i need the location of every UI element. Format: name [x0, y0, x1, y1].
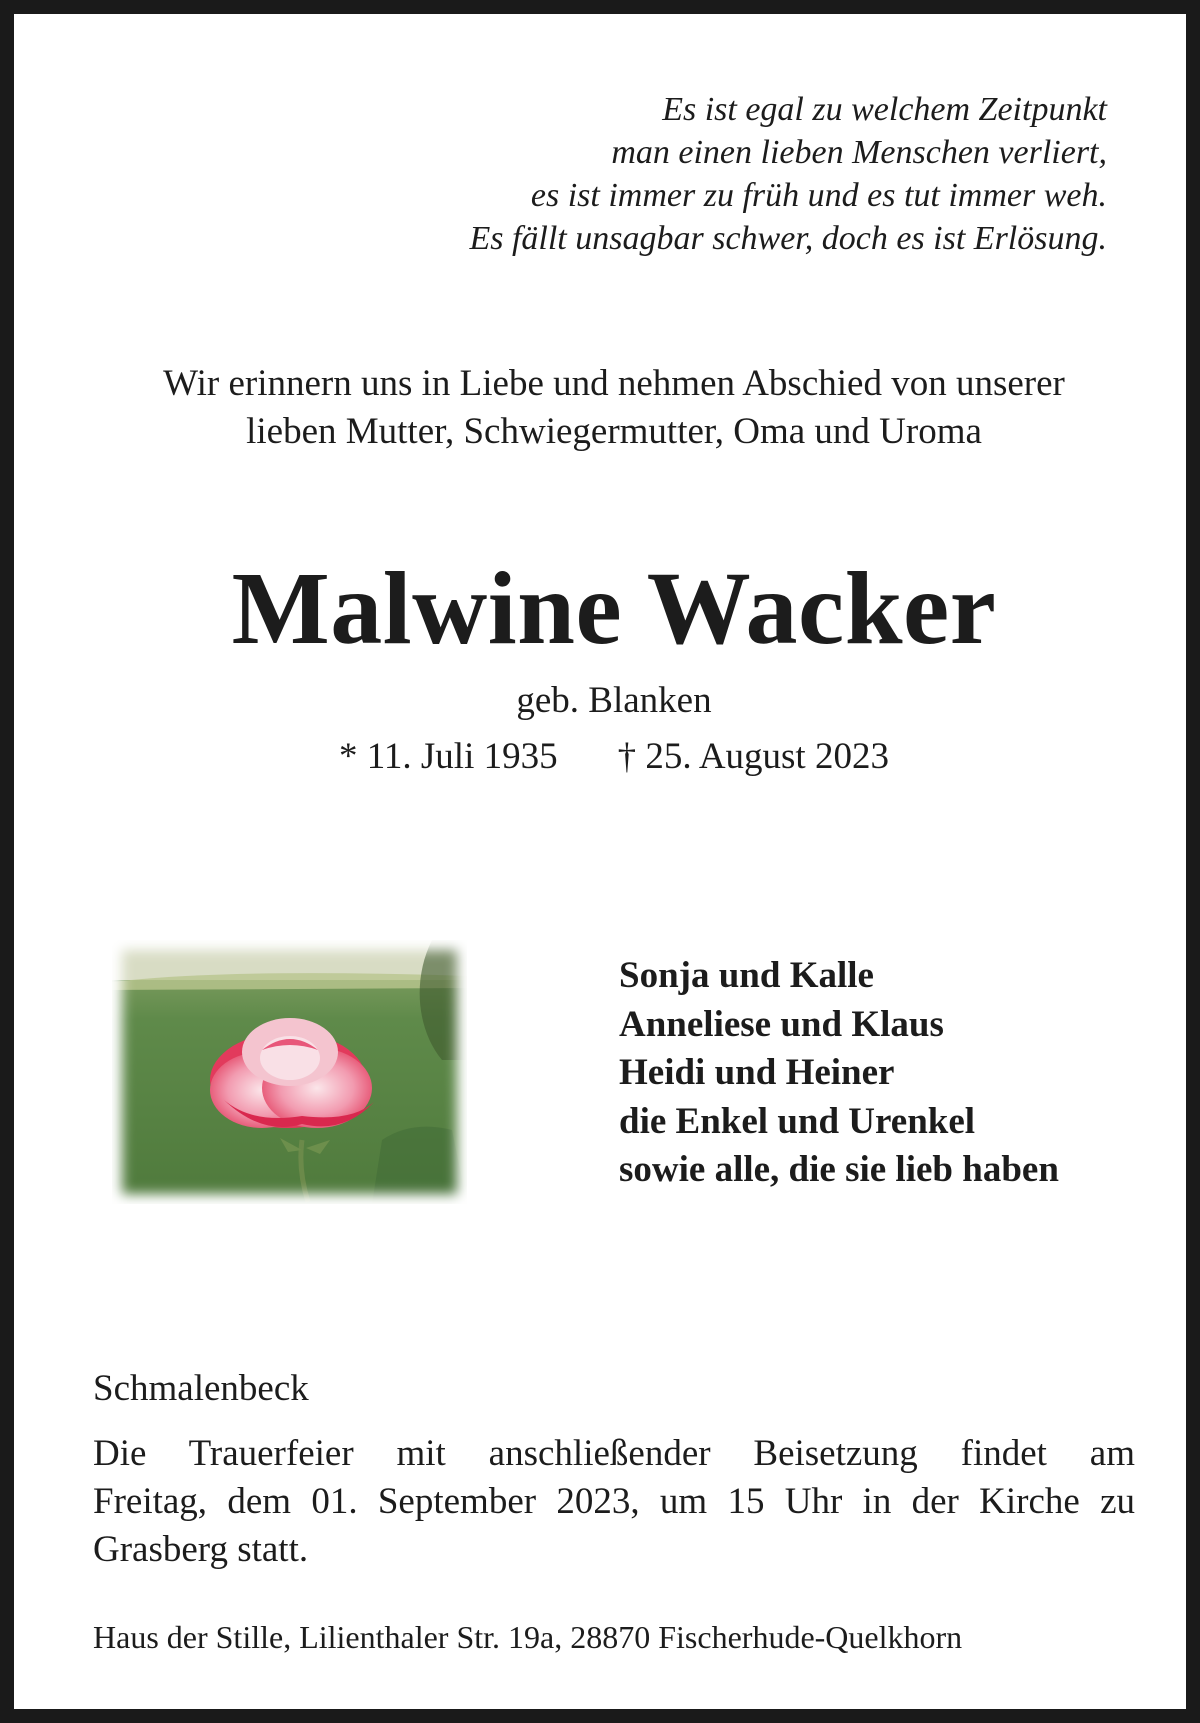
rose-photo	[112, 940, 467, 1204]
intro-line: Wir erinnern uns in Liebe und nehmen Abschied von unserer	[163, 363, 1065, 404]
deceased-name: Malwine Wacker	[231, 551, 997, 666]
maiden-name: geb. Blanken	[516, 680, 712, 721]
intro-line: lieben Mutter, Schwiegermutter, Oma und Uroma	[246, 411, 982, 452]
poem-line: Es fällt unsagbar schwer, doch es ist Erlösung.	[469, 220, 1107, 257]
poem-line: es ist immer zu früh und es tut immer weh.	[530, 177, 1107, 214]
mourner-line: Heidi und Heiner	[619, 1052, 895, 1093]
venue-address: Haus der Stille, Lilienthaler Str. 19a, 28870 Fischerhude-Quelkhorn	[93, 1619, 963, 1655]
intro-text	[14, 360, 1200, 456]
rose-image	[112, 940, 467, 1204]
poem	[469, 88, 1107, 260]
mourner-line: die Enkel und Urenkel	[619, 1100, 976, 1142]
death-date: † 25. August 2023	[617, 736, 889, 777]
place-name: Schmalenbeck	[93, 1368, 309, 1409]
mourner-line: sowie alle, die sie lieb haben	[619, 1149, 1059, 1190]
mourner-line: Sonja und Kalle	[619, 955, 874, 996]
poem-line: Es ist egal zu welchem Zeitpunkt	[662, 91, 1107, 128]
ceremony-line: Freitag, dem 01. September 2023, um 15 Uhr in der Kirche zu	[93, 1481, 1135, 1522]
poem-line: man einen lieben Menschen verliert,	[611, 134, 1107, 171]
ceremony-text	[93, 1430, 1135, 1574]
ceremony-line: Die Trauerfeier mit anschließender Beisetzung findet am	[93, 1433, 1135, 1474]
mourner-line: Anneliese und Klaus	[619, 1003, 944, 1045]
mourners-list	[619, 952, 1059, 1195]
birth-date: * 11. Juli 1935	[339, 736, 558, 777]
life-dates	[14, 734, 1200, 780]
ceremony-line: Grasberg statt.	[93, 1529, 309, 1570]
